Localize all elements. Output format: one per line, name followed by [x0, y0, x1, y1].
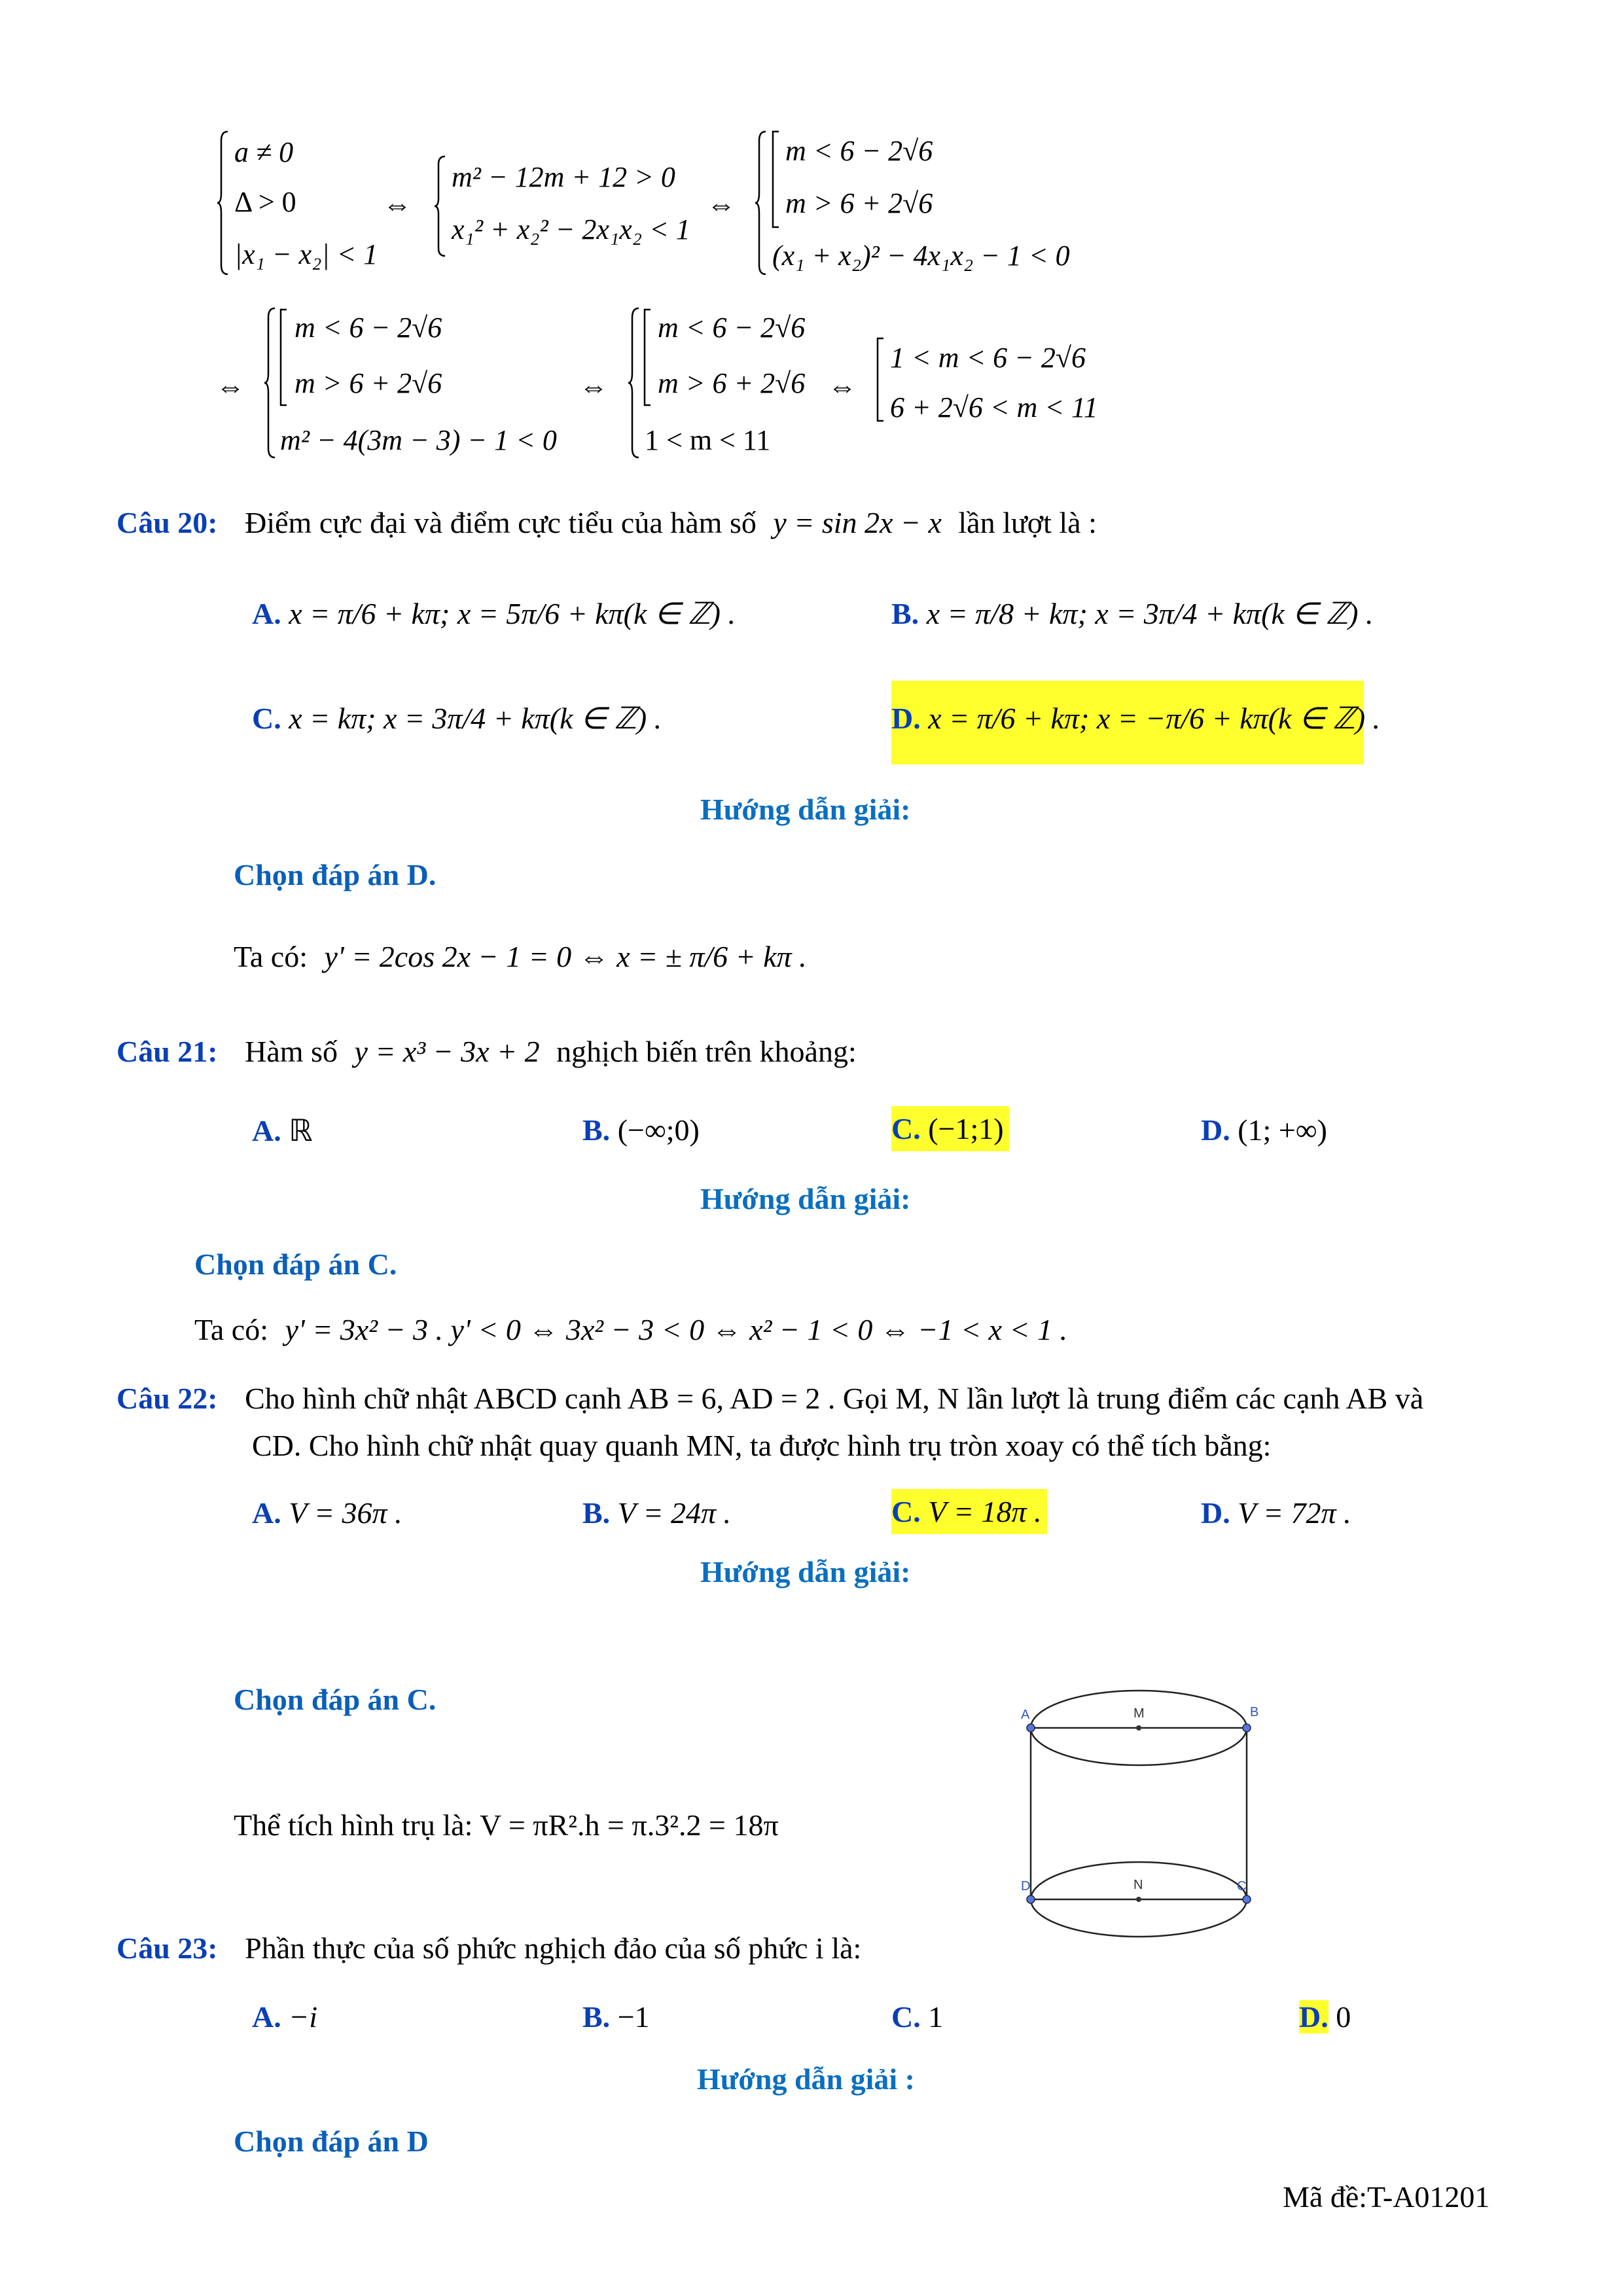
point-M	[1136, 1725, 1141, 1731]
q21-number: Câu 21:	[116, 1035, 218, 1068]
q22-guide-heading: Hướng dẫn giải:	[700, 1555, 911, 1588]
q22-stem	[116, 1381, 1423, 1416]
q22-option-a-label: A.	[252, 1496, 281, 1530]
q21-option-d-label: D.	[1201, 1113, 1230, 1147]
eq4-line2: m > 6 + 2√6	[294, 367, 442, 399]
point-B	[1243, 1724, 1251, 1732]
q22-option-d[interactable]	[1201, 1496, 1351, 1530]
q20-option-b[interactable]	[891, 596, 1373, 631]
q21-option-c-label: C.	[891, 1112, 921, 1145]
q23-option-a-label: A.	[252, 2000, 281, 2034]
cylinder-figure	[1021, 1682, 1257, 1918]
brace-2	[433, 154, 448, 259]
q21-guide-heading: Hướng dẫn giải:	[700, 1182, 911, 1215]
q22-solution: Thể tích hình trụ là: V = πR².h = π.3².2 = 18π	[234, 1808, 779, 1842]
eq3-line3: (x₁ + x₂)² − 4x₁x₂ − 1 < 0	[772, 240, 1070, 272]
q20-text-end: lần lượt là :	[958, 506, 1097, 539]
iff-2: ⇔	[707, 188, 736, 221]
q23-option-d-text: 0	[1336, 2000, 1351, 2034]
q20-guide-heading: Hướng dẫn giải:	[700, 793, 911, 826]
math-system-row-1	[216, 128, 1145, 285]
q23-option-d[interactable]	[1299, 2000, 1351, 2034]
label-M: M	[1133, 1706, 1145, 1721]
q21-option-d-text: (1; +∞)	[1238, 1113, 1327, 1147]
q22-option-c-text: V = 18π .	[928, 1495, 1042, 1528]
q21-formula: y = x³ − 3x + 2	[354, 1035, 540, 1068]
q20-option-c[interactable]	[252, 700, 662, 736]
label-N: N	[1133, 1878, 1143, 1892]
eq6-line2: 6 + 2√6 < m < 11	[890, 391, 1098, 423]
q23-guide-heading: Hướng dẫn giải :	[697, 2062, 915, 2096]
brace-4	[263, 304, 277, 461]
q21-option-d[interactable]	[1201, 1113, 1327, 1147]
q21-text: Hàm số	[245, 1035, 338, 1068]
q23-option-b-label: B.	[582, 2000, 611, 2034]
q22-option-d-label: D.	[1201, 1496, 1230, 1530]
q21-solution	[194, 1312, 1067, 1347]
q23-option-c-text: 1	[928, 2000, 944, 2034]
eq3-line1: m < 6 − 2√6	[785, 135, 933, 167]
q23-option-d-label: D.	[1299, 2000, 1329, 2034]
q21-option-a-text: ℝ	[289, 1114, 313, 1147]
point-N	[1136, 1897, 1141, 1902]
label-B: B	[1250, 1705, 1259, 1719]
q23-option-c[interactable]	[891, 2000, 943, 2034]
q20-text: Điểm cực đại và điểm cực tiểu của hàm số	[245, 506, 757, 539]
point-D	[1027, 1895, 1035, 1903]
eq2-line1: m² − 12m + 12 > 0	[452, 161, 675, 193]
q21-option-b-text: (−∞;0)	[617, 1113, 700, 1147]
q22-line1: Cho hình chữ nhật ABCD cạnh AB = 6, AD = 2 . Gọi M, N lần lượt là trung điểm các cạnh AB và	[245, 1382, 1424, 1415]
q21-option-b-label: B.	[582, 1113, 611, 1147]
q20-option-b-label: B.	[891, 597, 919, 630]
q21-option-c-text: (−1;1)	[928, 1112, 1004, 1145]
q23-option-a-text: −i	[289, 2000, 318, 2034]
eq3-line2: m > 6 + 2√6	[785, 187, 933, 219]
label-C: C	[1237, 1879, 1247, 1893]
q20-number: Câu 20:	[116, 506, 218, 539]
point-C	[1243, 1895, 1251, 1903]
iff-3: ⇔	[216, 370, 245, 403]
eq6-line1: 1 < m < 6 − 2√6	[890, 342, 1086, 374]
bracket-3	[771, 130, 780, 228]
q22-option-a-text: V = 36π .	[289, 1496, 402, 1530]
q20-formula: y = sin 2x − x	[773, 506, 942, 539]
q22-option-c[interactable]	[891, 1489, 1047, 1534]
q20-option-b-text: x = π/8 + kπ; x = 3π/4 + kπ(k ∈ ℤ) .	[926, 597, 1374, 630]
cond-diff: |x₁ − x₂| < 1	[234, 238, 378, 270]
q21-solution-text: y' = 3x² − 3 . y' < 0 ⇔ 3x² − 3 < 0 ⇔ x² − 1 < 0 ⇔ −1 < x < 1 .	[285, 1313, 1067, 1346]
q20-option-a-label: A.	[252, 597, 281, 630]
point-A	[1027, 1724, 1035, 1732]
q21-option-c[interactable]	[891, 1106, 1009, 1151]
label-A: A	[1021, 1708, 1030, 1722]
q23-answer: Chọn đáp án D	[234, 2125, 429, 2158]
q20-stem	[116, 505, 1097, 540]
q20-option-a[interactable]	[252, 596, 736, 631]
q23-text: Phần thực của số phức nghịch đảo của số phức i là:	[245, 1931, 862, 1965]
bracket-6	[876, 337, 885, 422]
q23-option-c-label: C.	[891, 2000, 921, 2034]
exam-code-footer: Mã đề:T-A01201	[1283, 2180, 1490, 2214]
iff-4: ⇔	[579, 370, 608, 403]
q20-option-c-label: C.	[252, 702, 281, 735]
q22-option-c-label: C.	[891, 1495, 921, 1528]
eq4-line3: m² − 4(3m − 3) − 1 < 0	[280, 424, 557, 456]
q20-answer: Chọn đáp án D.	[234, 858, 437, 891]
eq5-line3: 1 < m < 11	[645, 424, 771, 456]
eq5-line1: m < 6 − 2√6	[658, 312, 806, 344]
q21-option-a-label: A.	[252, 1114, 281, 1147]
q22-option-b-label: B.	[582, 1496, 611, 1530]
brace-5	[627, 304, 641, 461]
q20-solution-text: y' = 2cos 2x − 1 = 0 ⇔ x = ± π/6 + kπ .	[324, 940, 807, 973]
q23-option-a[interactable]	[252, 2000, 317, 2034]
q22-number: Câu 22:	[116, 1382, 218, 1415]
q22-option-b-text: V = 24π .	[617, 1496, 732, 1530]
q21-solution-prefix: Ta có:	[194, 1313, 269, 1346]
q22-option-a[interactable]	[252, 1496, 402, 1530]
q20-option-d[interactable]	[891, 681, 1381, 764]
eq5-line2: m > 6 + 2√6	[658, 367, 806, 399]
q22-option-d-text: V = 72π .	[1238, 1496, 1351, 1530]
q23-stem	[116, 1931, 861, 1965]
brace-1	[216, 128, 230, 278]
q23-option-b-text: −1	[617, 2000, 650, 2034]
eq2-line2: x₁² + x₂² − 2x₁x₂ < 1	[452, 213, 690, 245]
cond-delta: Δ > 0	[234, 186, 296, 218]
q21-option-a[interactable]	[252, 1113, 313, 1148]
q23-number: Câu 23:	[116, 1931, 218, 1965]
eq4-line1: m < 6 − 2√6	[294, 312, 442, 344]
q21-text-end: nghịch biến trên khoảng:	[556, 1035, 857, 1068]
q21-stem	[116, 1034, 857, 1069]
q21-answer: Chọn đáp án C.	[194, 1247, 397, 1281]
q23-option-b[interactable]	[582, 2000, 650, 2034]
q22-option-b[interactable]	[582, 1496, 731, 1530]
q21-option-b[interactable]	[582, 1113, 700, 1147]
bracket-4	[279, 308, 288, 406]
bracket-5	[643, 308, 652, 406]
q22-line2: CD. Cho hình chữ nhật quay quanh MN, ta được hình trụ tròn xoay có thể tích bằng:	[252, 1429, 1272, 1462]
iff-1: ⇔	[383, 188, 412, 221]
label-D: D	[1021, 1879, 1031, 1893]
q22-answer: Chọn đáp án C.	[234, 1683, 437, 1716]
cond-a: a ≠ 0	[234, 136, 294, 168]
math-system-row-2	[216, 304, 1145, 468]
iff-5: ⇔	[828, 370, 857, 403]
q20-solution	[234, 939, 807, 974]
q20-solution-prefix: Ta có:	[234, 940, 308, 973]
q20-option-d-text: x = π/6 + kπ; x = −π/6 + kπ(k ∈ ℤ) .	[928, 702, 1381, 735]
q20-option-a-text: x = π/6 + kπ; x = 5π/6 + kπ(k ∈ ℤ) .	[289, 597, 736, 630]
q20-option-d-label: D.	[891, 702, 921, 735]
brace-3	[754, 128, 768, 278]
q20-option-c-text: x = kπ; x = 3π/4 + kπ(k ∈ ℤ) .	[289, 702, 662, 735]
